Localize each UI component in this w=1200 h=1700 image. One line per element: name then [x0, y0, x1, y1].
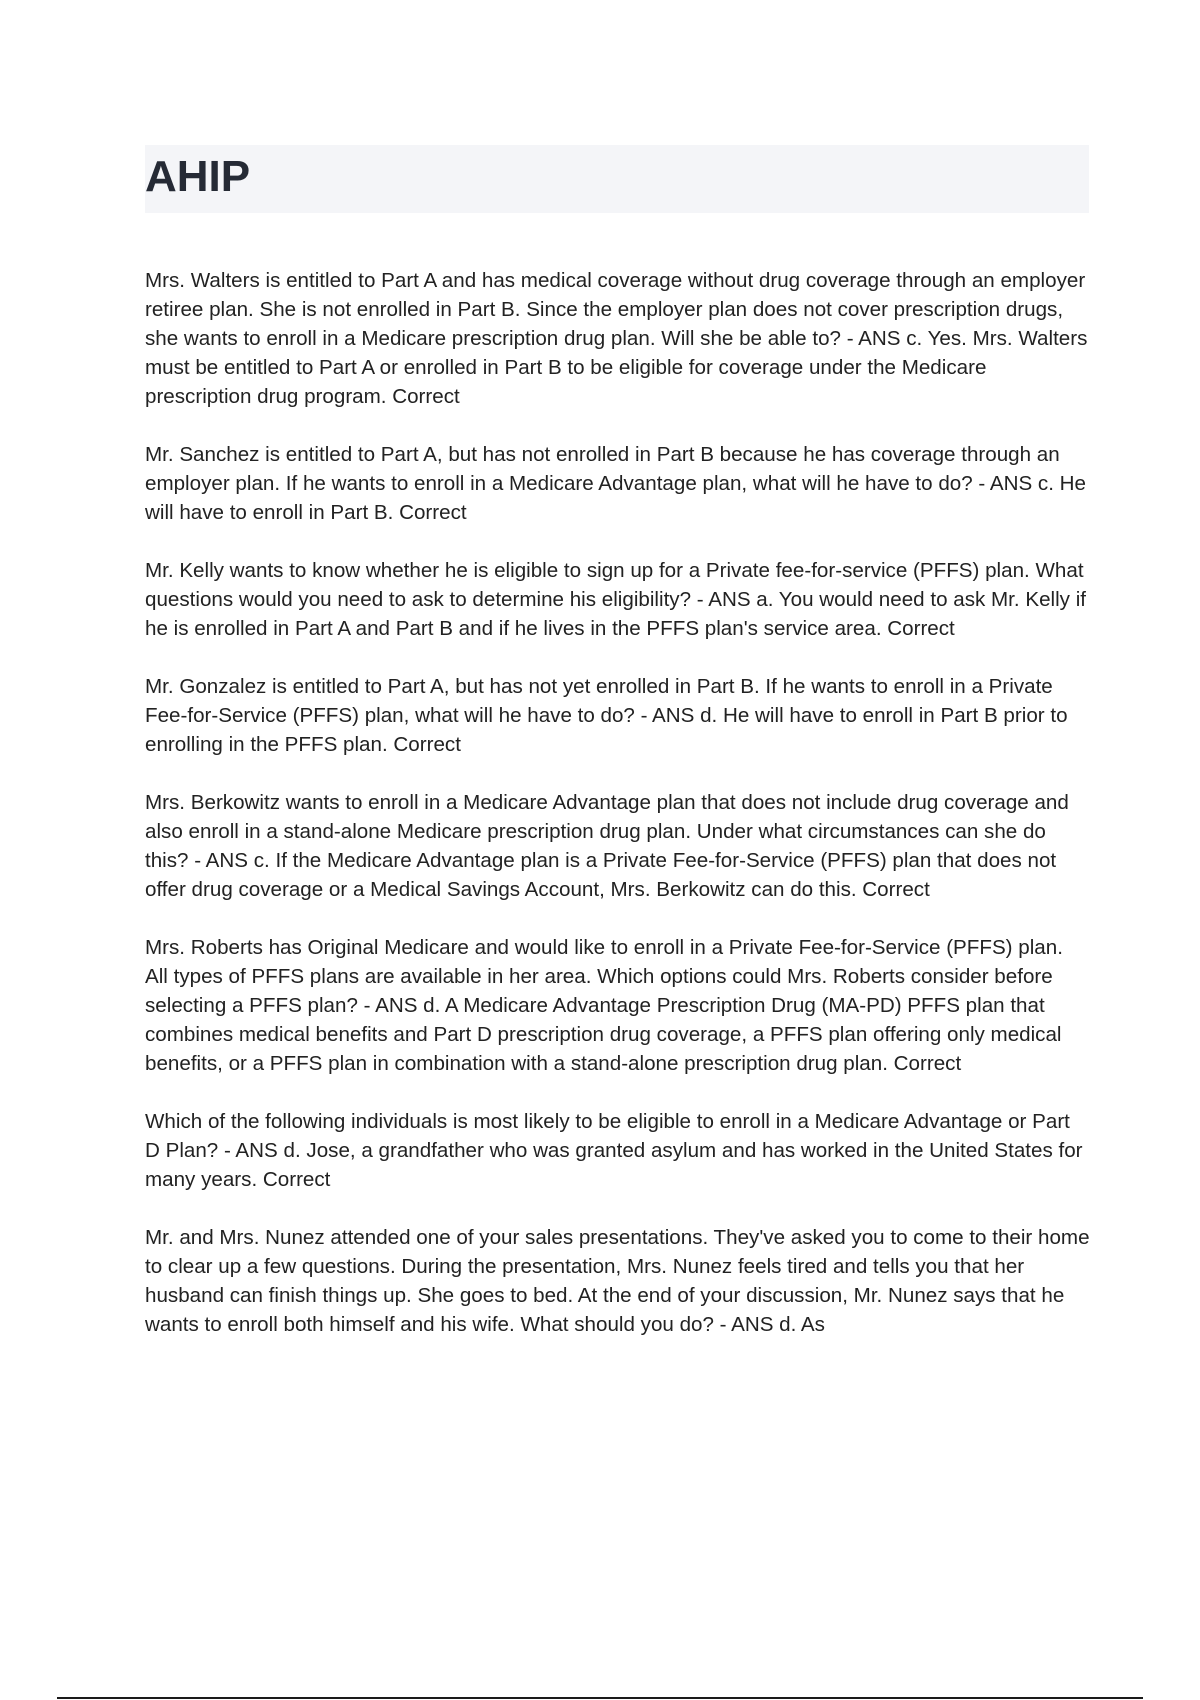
qa-paragraph-sanchez: Mr. Sanchez is entitled to Part A, but has not enrolled in Part B because he has coverage through an employer plan. If he wants to enroll in a Medicare Advantage plan, what will he have to do? - ANS c. He will have to enroll in Part B. Correct [145, 443, 1086, 524]
qa-paragraph-berkowitz: Mrs. Berkowitz wants to enroll in a Medicare Advantage plan that does not include drug coverage and also enroll in a stand-alone Medicare prescription drug plan. Under what circumstances can she do this? - ANS c. If the Medicare Advantage plan is a Private Fee-for-Service (PFFS) plan that does not offer drug coverage or a Medical Savings Account, Mrs. Berkowitz can do this. Correct [145, 791, 1069, 901]
document-title: AHIP [145, 152, 251, 201]
title-banner [145, 145, 1089, 213]
document-body [145, 266, 1090, 1368]
qa-paragraph-nunez: Mr. and Mrs. Nunez attended one of your sales presentations. They've asked you to come to their home to clear up a few questions. During the presentation, Mrs. Nunez feels tired and tells you that her husband can finish things up. She goes to bed. At the end of your discussion, Mr. Nunez says that he wants to enroll both himself and his wife. What should you do? - ANS d. As [145, 1226, 1090, 1336]
qa-paragraph-walters: Mrs. Walters is entitled to Part A and has medical coverage without drug coverage through an employer retiree plan. She is not enrolled in Part B. Since the employer plan does not cover prescription drugs, she wants to enroll in a Medicare prescription drug plan. Will she be able to? - ANS c. Yes. Mrs. Walters must be entitled to Part A or enrolled in Part B to be eligible for coverage under the Medicare prescription drug program. Correct [145, 269, 1088, 408]
qa-paragraph-roberts: Mrs. Roberts has Original Medicare and would like to enroll in a Private Fee-for-Service (PFFS) plan. All types of PFFS plans are available in her area. Which options could Mrs. Roberts consider before selecting a PFFS plan? - ANS d. A Medicare Advantage Prescription Drug (MA-PD) PFFS plan that combines medical benefits and Part D prescription drug coverage, a PFFS plan offering only medical benefits, or a PFFS plan in combination with a stand-alone prescription drug plan. Correct [145, 936, 1063, 1075]
footer-divider [57, 1697, 1143, 1699]
qa-paragraph-gonzalez: Mr. Gonzalez is entitled to Part A, but has not yet enrolled in Part B. If he wants to enroll in a Private Fee-for-Service (PFFS) plan, what will he have to do? - ANS d. He will have to enroll in Part B prior to enrolling in the PFFS plan. Correct [145, 675, 1068, 756]
qa-paragraph-eligibility: Which of the following individuals is most likely to be eligible to enroll in a Medicare Advantage or Part D Plan? - ANS d. Jose, a grandfather who was granted asylum and has worked in the United States for many years. Correct [145, 1110, 1083, 1191]
qa-paragraph-kelly: Mr. Kelly wants to know whether he is eligible to sign up for a Private fee-for-service (PFFS) plan. What questions would you need to ask to determine his eligibility? - ANS a. You would need to ask Mr. Kelly if he is enrolled in Part A and Part B and if he lives in the PFFS plan's service area. Correct [145, 559, 1086, 640]
